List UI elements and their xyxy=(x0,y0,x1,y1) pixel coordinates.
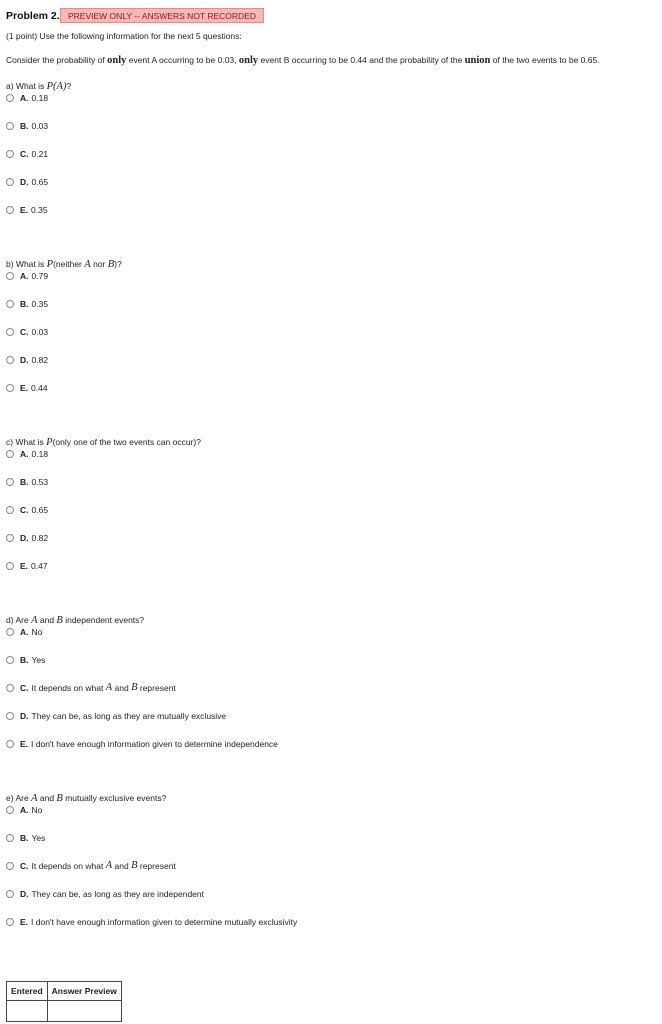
question-d-text: d) Are xyxy=(6,615,29,625)
question-a-prompt xyxy=(6,80,71,92)
table-header-row xyxy=(7,982,122,1001)
radio-button[interactable] xyxy=(6,178,14,186)
question-a-option-b[interactable] xyxy=(6,120,48,132)
option-text: 0.18 xyxy=(31,449,49,459)
option-letter: C. xyxy=(20,683,29,693)
entered-cell xyxy=(7,1001,48,1022)
radio-button[interactable] xyxy=(6,628,14,636)
option-text: 0.35 xyxy=(31,299,49,309)
option-letter: E. xyxy=(20,739,29,749)
math-a: A xyxy=(31,615,38,626)
question-e-option-a[interactable] xyxy=(6,804,42,816)
union-keyword: union xyxy=(464,55,491,66)
option-letter: A. xyxy=(20,805,29,815)
option-text: 0.82 xyxy=(31,355,49,365)
option-text: 0.82 xyxy=(31,533,49,543)
and-text: and xyxy=(39,793,55,803)
option-text: 0.21 xyxy=(31,149,49,159)
event-b-text: event B occurring to be 0.44 and the probability of the xyxy=(260,55,463,65)
and-text: and xyxy=(39,615,55,625)
option-letter: B. xyxy=(20,655,29,665)
math-a: A xyxy=(105,682,113,693)
answer-preview-header: Answer Preview xyxy=(47,982,121,1001)
option-text: I don't have enough information given to determine mutually exclusivity xyxy=(31,917,298,927)
math-a: A xyxy=(105,860,113,871)
radio-button[interactable] xyxy=(6,506,14,514)
question-d-option-d[interactable] xyxy=(6,710,226,722)
question-c-prompt xyxy=(6,436,201,448)
radio-button[interactable] xyxy=(6,300,14,308)
option-letter: B. xyxy=(20,299,29,309)
option-letter: D. xyxy=(20,177,29,187)
option-letter: A. xyxy=(20,449,29,459)
radio-button[interactable] xyxy=(6,272,14,280)
question-c-rest: (only one of the two events can occur)? xyxy=(52,437,201,447)
option-text: 0.35 xyxy=(31,205,48,215)
entered-header: Entered xyxy=(7,982,48,1001)
option-text: No xyxy=(31,627,43,637)
answer-preview-table xyxy=(6,981,122,1022)
question-e-prompt xyxy=(6,792,166,804)
nor-text: nor xyxy=(93,259,106,269)
radio-button[interactable] xyxy=(6,534,14,542)
option-letter: B. xyxy=(20,833,29,843)
question-b-suffix: )? xyxy=(114,259,122,269)
event-a-text: event A occurring to be 0.03, xyxy=(128,55,237,65)
radio-button[interactable] xyxy=(6,206,14,214)
answer-preview-cell xyxy=(47,1001,121,1022)
question-d-option-b[interactable] xyxy=(6,654,45,666)
radio-button[interactable] xyxy=(6,562,14,570)
option-text: It depends on what xyxy=(31,861,104,871)
option-text-end: represent xyxy=(139,683,176,693)
option-letter: E. xyxy=(20,205,29,215)
math-b: B xyxy=(107,259,115,270)
option-text: Yes xyxy=(31,833,46,843)
consider-prefix: Consider the probability of xyxy=(6,55,105,65)
math-a: A xyxy=(84,259,91,270)
radio-button[interactable] xyxy=(6,862,14,870)
question-b-option-b[interactable] xyxy=(6,298,48,310)
option-text: 0.53 xyxy=(31,477,49,487)
question-c-text: c) What is xyxy=(6,437,44,447)
option-text: No xyxy=(31,805,43,815)
option-text: 0.47 xyxy=(31,561,48,571)
radio-button[interactable] xyxy=(6,740,14,748)
and-text: and xyxy=(114,683,129,693)
option-letter: C. xyxy=(20,505,29,515)
option-text: I don't have enough information given to determine independence xyxy=(31,739,278,749)
option-letter: E. xyxy=(20,383,29,393)
option-letter: D. xyxy=(20,355,29,365)
math-p: P xyxy=(46,437,53,448)
option-letter: A. xyxy=(20,271,29,281)
question-e-suffix: mutually exclusive events? xyxy=(65,793,167,803)
option-text: 0.03 xyxy=(31,327,49,337)
question-c-option-e[interactable] xyxy=(6,560,48,572)
problem-statement xyxy=(6,55,600,66)
option-text: They can be, as long as they are mutually exclusive xyxy=(31,711,227,721)
question-e-option-c[interactable] xyxy=(6,860,176,872)
only-keyword: only xyxy=(107,55,127,66)
option-letter: E. xyxy=(20,917,29,927)
radio-button[interactable] xyxy=(6,478,14,486)
only-keyword-2: only xyxy=(238,55,259,66)
question-c-option-b[interactable] xyxy=(6,476,48,488)
question-a-option-c[interactable] xyxy=(6,148,48,160)
question-d-suffix: independent events? xyxy=(65,615,145,625)
option-letter: D. xyxy=(20,533,29,543)
option-text: 0.65 xyxy=(31,177,49,187)
question-b-option-c[interactable] xyxy=(6,326,48,338)
radio-button[interactable] xyxy=(6,122,14,130)
radio-button[interactable] xyxy=(6,918,14,926)
question-b-prompt xyxy=(6,258,122,270)
option-letter: C. xyxy=(20,149,29,159)
radio-button[interactable] xyxy=(6,834,14,842)
question-e-option-d[interactable] xyxy=(6,888,204,900)
radio-button[interactable] xyxy=(6,806,14,814)
math-b: B xyxy=(56,793,63,804)
option-letter: E. xyxy=(20,561,29,571)
option-text: They can be, as long as they are independent xyxy=(31,889,204,899)
math-a: A xyxy=(31,793,38,804)
neither-text: (neither xyxy=(53,259,82,269)
option-letter: C. xyxy=(20,327,29,337)
option-letter: D. xyxy=(20,889,29,899)
question-a-option-d[interactable] xyxy=(6,176,48,188)
math-p: P xyxy=(46,259,54,270)
preview-only-badge: PREVIEW ONLY -- ANSWERS NOT RECORDED xyxy=(60,8,264,23)
question-b-option-a[interactable] xyxy=(6,270,48,282)
and-text: and xyxy=(114,861,129,871)
intro-suffix: of the two events to be 0.65. xyxy=(492,55,600,65)
radio-button[interactable] xyxy=(6,684,14,692)
radio-button[interactable] xyxy=(6,450,14,458)
option-text: 0.79 xyxy=(31,271,49,281)
option-letter: B. xyxy=(20,477,29,487)
question-b-option-e[interactable] xyxy=(6,382,48,394)
math-b: B xyxy=(131,682,138,693)
option-text: 0.18 xyxy=(31,93,49,103)
question-d-option-c[interactable] xyxy=(6,682,176,694)
radio-button[interactable] xyxy=(6,356,14,364)
question-e-option-e[interactable] xyxy=(6,916,297,928)
question-d-option-a[interactable] xyxy=(6,626,42,638)
option-letter: A. xyxy=(20,93,29,103)
math-b: B xyxy=(131,860,138,871)
question-c-option-c[interactable] xyxy=(6,504,48,516)
question-a-text: a) What is xyxy=(6,81,45,91)
question-e-text: e) Are xyxy=(6,793,29,803)
table-row xyxy=(7,1001,122,1022)
option-text: 0.03 xyxy=(31,121,49,131)
radio-button[interactable] xyxy=(6,656,14,664)
question-c-option-d[interactable] xyxy=(6,532,48,544)
problem-title: Problem 2. xyxy=(6,10,60,22)
question-c-option-a[interactable] xyxy=(6,448,48,460)
math-p-of-a: P(A) xyxy=(46,81,67,92)
radio-button[interactable] xyxy=(6,712,14,720)
math-b: B xyxy=(56,615,63,626)
question-a-option-e[interactable] xyxy=(6,204,48,216)
option-letter: A. xyxy=(20,627,29,637)
option-letter: D. xyxy=(20,711,29,721)
radio-button[interactable] xyxy=(6,384,14,392)
question-d-prompt xyxy=(6,614,144,626)
option-text: 0.44 xyxy=(31,383,48,393)
radio-button[interactable] xyxy=(6,94,14,102)
question-d-option-e[interactable] xyxy=(6,738,278,750)
question-a-option-a[interactable] xyxy=(6,92,48,104)
option-letter: B. xyxy=(20,121,29,131)
radio-button[interactable] xyxy=(6,890,14,898)
question-e-option-b[interactable] xyxy=(6,832,45,844)
question-b-option-d[interactable] xyxy=(6,354,48,366)
option-text: 0.65 xyxy=(31,505,49,515)
option-text-end: represent xyxy=(139,861,176,871)
question-a-suffix: ? xyxy=(66,81,72,91)
option-letter: C. xyxy=(20,861,29,871)
points-instructions: (1 point) Use the following information for the next 5 questions: xyxy=(6,31,242,41)
option-text: Yes xyxy=(31,655,46,665)
option-text: It depends on what xyxy=(31,683,104,693)
question-b-text: b) What is xyxy=(6,259,45,269)
radio-button[interactable] xyxy=(6,150,14,158)
radio-button[interactable] xyxy=(6,328,14,336)
